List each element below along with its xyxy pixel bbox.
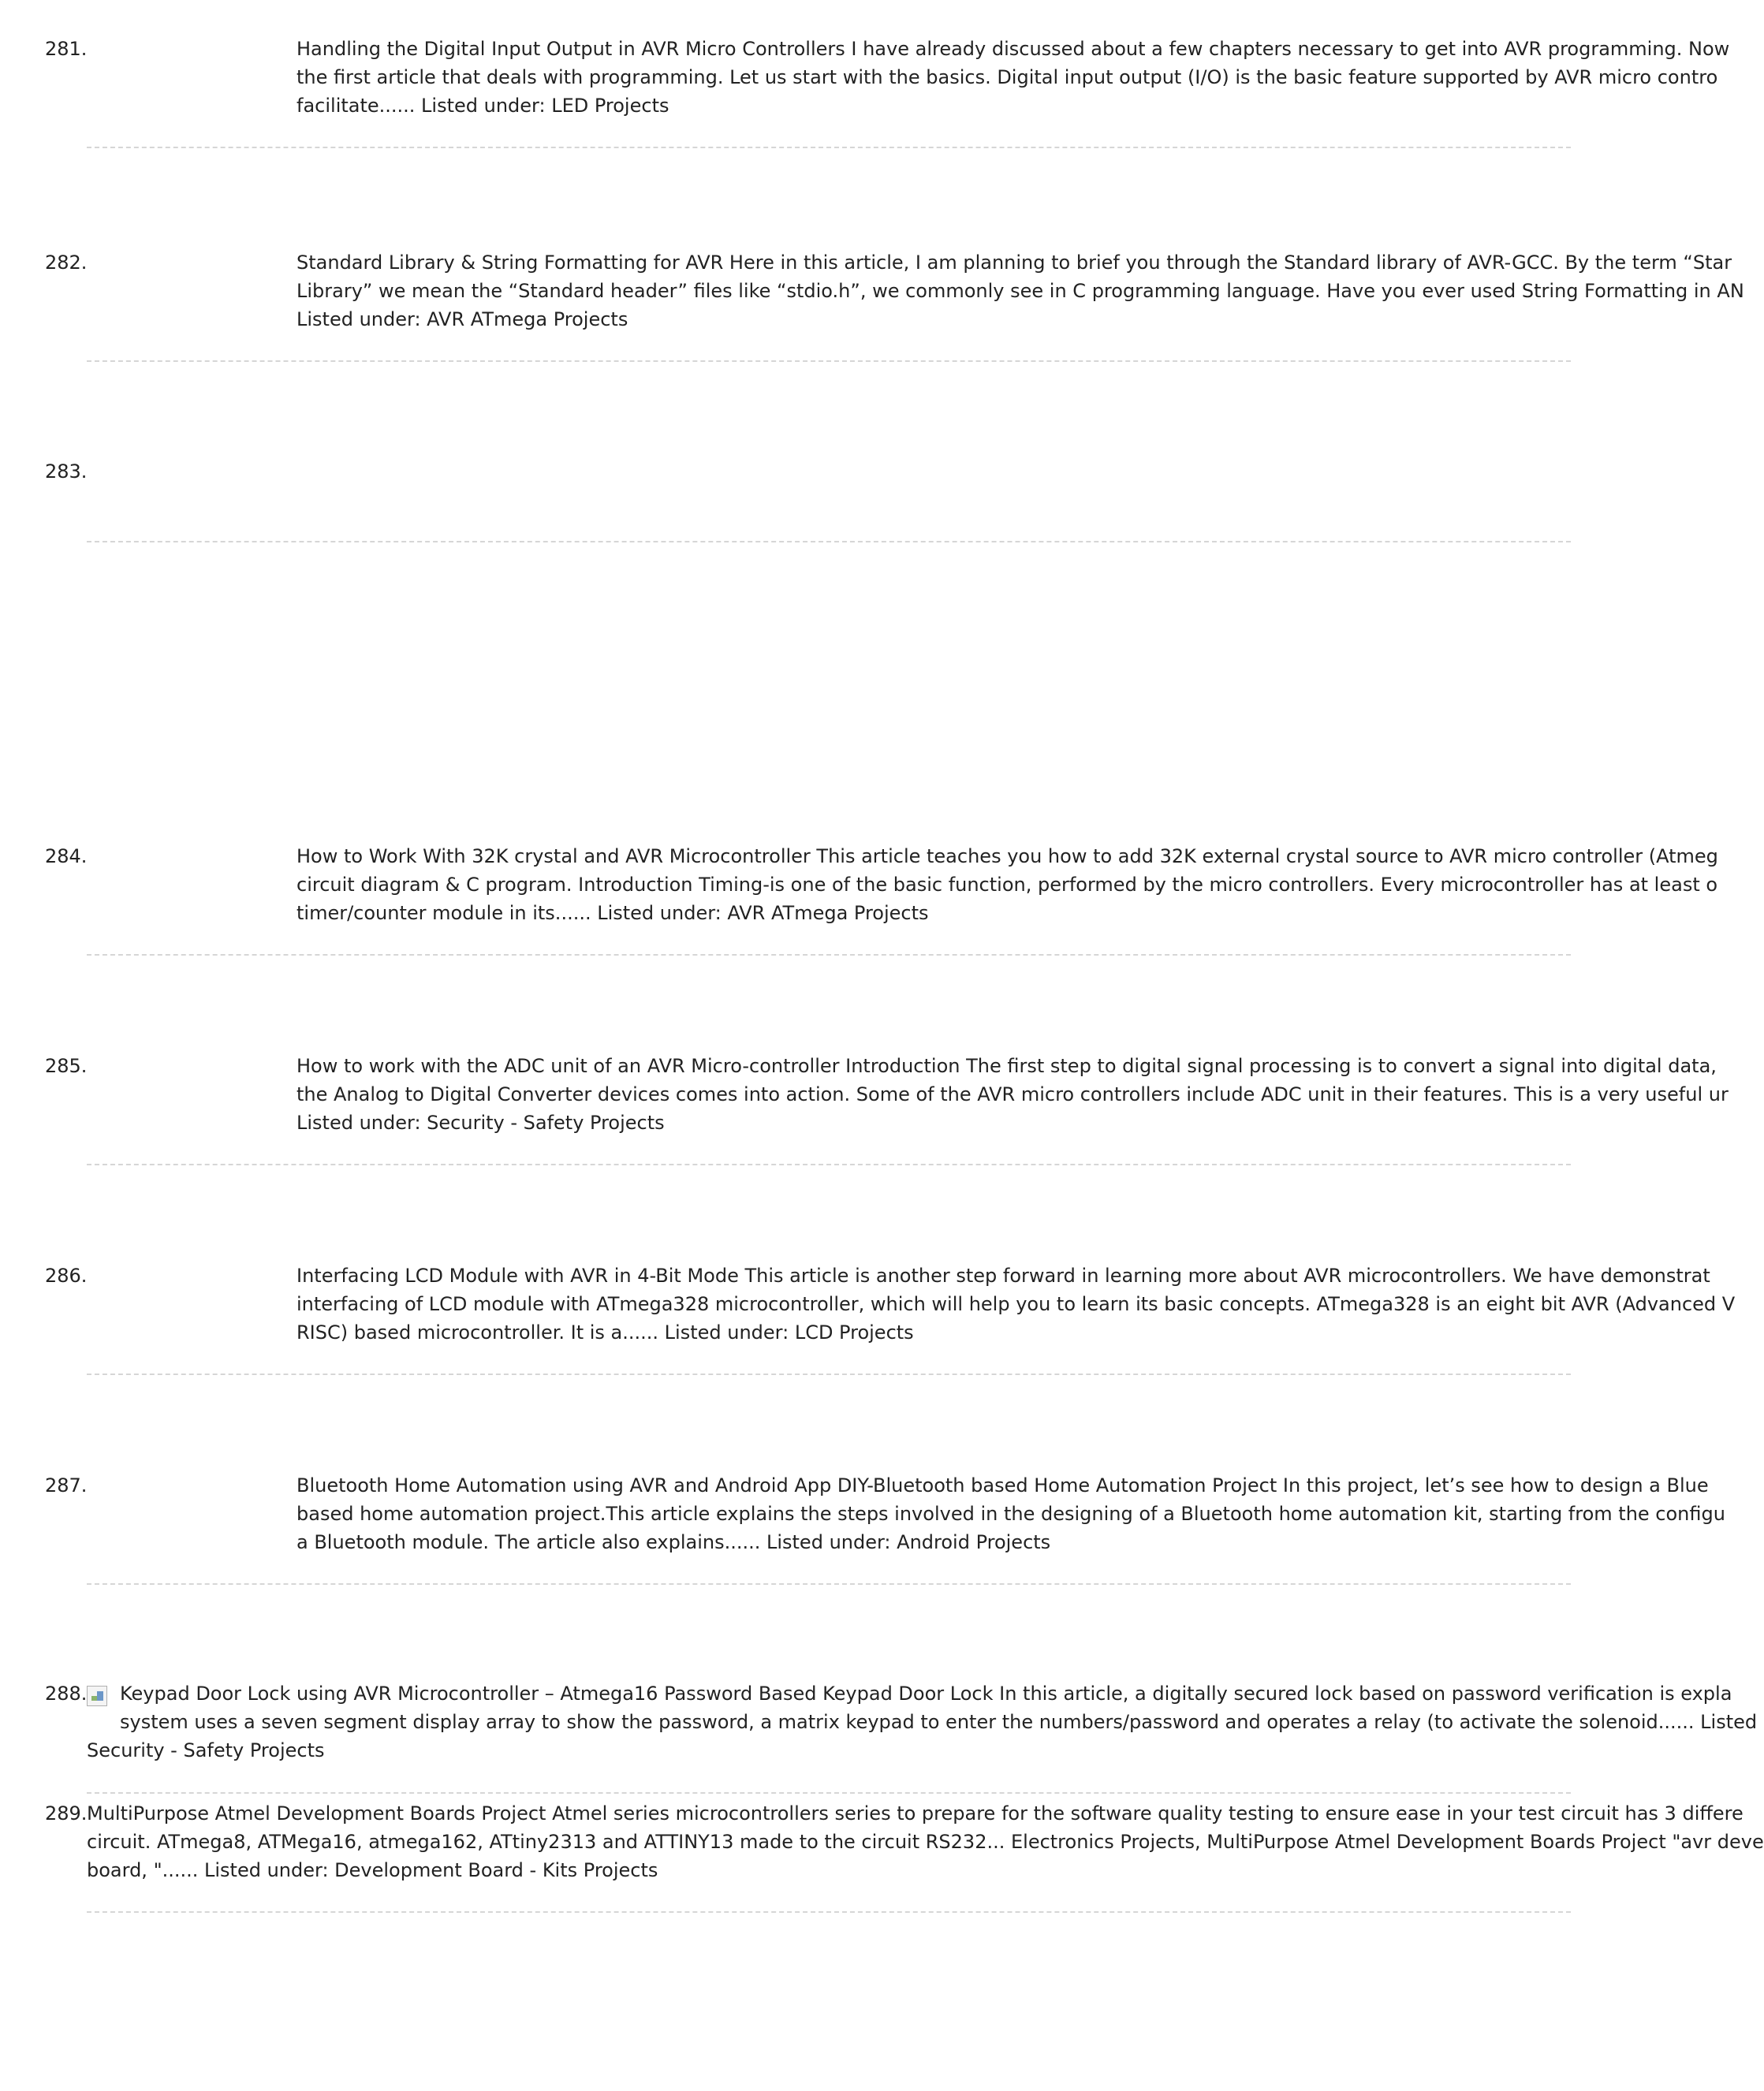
item-divider: [87, 1164, 1571, 1165]
item-category: Listed under: Security - Safety Projects: [296, 1112, 665, 1134]
item-description: circuit diagram & C program. Introduction Timing-is one of the basic function, performed by the micro controllers. Every microcontroller has at least o: [296, 874, 1718, 896]
item-title-link[interactable]: Handling the Digital Input Output in AVR Micro Controllers I have already discussed about a few chapters necessary to get into AVR programming. Now: [296, 38, 1730, 60]
item-description: system uses a seven segment display array to show the password, a matrix keypad to enter the numbers/password and operates a relay (to activate the solenoid...... Listed: [120, 1711, 1758, 1733]
item-title-link[interactable]: Standard Library & String Formatting for AVR Here in this article, I am planning to brief you through the Standard library of AVR-GCC. By the term “Star: [296, 252, 1732, 274]
item-title-link[interactable]: How to Work With 32K crystal and AVR Microcontroller This article teaches you how to add 32K external crystal source to AVR micro controller (Atmeg: [296, 845, 1718, 867]
item-title-link[interactable]: Bluetooth Home Automation using AVR and Android App DIY-Bluetooth based Home Automation Project In this project, let’s see how to design a Blue: [296, 1474, 1709, 1496]
item-number: 289.: [45, 1802, 88, 1824]
item-description: the first article that deals with programming. Let us start with the basics. Digital input output (I/O) is the basic feature supported by AVR micro contro: [296, 66, 1718, 88]
item-text: [296, 248, 1744, 334]
item-description: interfacing of LCD module with ATmega328 microcontroller, which will help you to learn its basic concepts. ATmega328 is an eight bit AVR (Advanced V: [296, 1293, 1736, 1315]
item-number: 284.: [45, 845, 88, 867]
item-divider: [87, 360, 1571, 362]
item-category: board, "...... Listed under: Development Board - Kits Projects: [87, 1859, 658, 1881]
item-category: a Bluetooth module. The article also explains...... Listed under: Android Projects: [296, 1531, 1051, 1553]
item-divider: [87, 147, 1571, 148]
item-title-link[interactable]: MultiPurpose Atmel Development Boards Project Atmel series microcontrollers series to prepare for the software quality testing to ensure ease in your test circuit has 3 differe: [87, 1802, 1743, 1824]
item-text: [296, 1052, 1729, 1137]
item-divider: [87, 954, 1571, 956]
item-text: [120, 1679, 1758, 1736]
item-description: Library” we mean the “Standard header” files like “stdio.h”, we commonly see in C programming language. Have you ever used String Formatting in AN: [296, 280, 1744, 302]
item-divider: [87, 1583, 1571, 1585]
item-divider: [87, 1792, 1571, 1794]
item-category: facilitate...... Listed under: LED Projects: [296, 95, 669, 117]
item-number: 281.: [45, 38, 88, 60]
item-title-link[interactable]: Interfacing LCD Module with AVR in 4-Bit Mode This article is another step forward in learning more about AVR microcontrollers. We have demonstrat: [296, 1265, 1710, 1287]
item-category: Security - Safety Projects: [87, 1739, 325, 1761]
item-category: RISC) based microcontroller. It is a...... Listed under: LCD Projects: [296, 1321, 914, 1344]
item-description: based home automation project.This article explains the steps involved in the designing of a Bluetooth home automation kit, starting from the configu: [296, 1503, 1725, 1525]
item-text: [296, 1262, 1736, 1347]
item-divider: [87, 541, 1571, 542]
item-text: [87, 1799, 1764, 1884]
broken-image-icon[interactable]: [87, 1686, 107, 1706]
item-description: the Analog to Digital Converter devices comes into action. Some of the AVR micro controllers include ADC unit in their features. This is a very useful ur: [296, 1083, 1729, 1105]
item-number: 285.: [45, 1055, 88, 1077]
item-number: 288.: [45, 1683, 88, 1705]
item-divider: [87, 1374, 1571, 1375]
item-number: 282.: [45, 252, 88, 274]
item-divider: [87, 1911, 1571, 1913]
item-number: 286.: [45, 1265, 88, 1287]
item-description: circuit. ATmega8, ATMega16, atmega162, ATtiny2313 and ATTINY13 made to the circuit RS232... Electronics Projects, MultiPurpose Atmel Development Boards Project "avr deve: [87, 1831, 1764, 1853]
item-number: 287.: [45, 1474, 88, 1496]
item-text: [296, 842, 1718, 927]
item-title-link[interactable]: How to work with the ADC unit of an AVR Micro-controller Introduction The first step to digital signal processing is to convert a signal into digital data,: [296, 1055, 1717, 1077]
item-text: [296, 35, 1730, 120]
item-text: [296, 1471, 1725, 1556]
item-category-wrap: [87, 1736, 1571, 1765]
item-title-link[interactable]: Keypad Door Lock using AVR Microcontroller – Atmega16 Password Based Keypad Door Lock In this article, a digitally secured lock based on password verification is expla: [120, 1683, 1732, 1705]
item-number: 283.: [45, 460, 88, 483]
item-category: timer/counter module in its...... Listed under: AVR ATmega Projects: [296, 902, 929, 924]
item-category: Listed under: AVR ATmega Projects: [296, 308, 628, 330]
